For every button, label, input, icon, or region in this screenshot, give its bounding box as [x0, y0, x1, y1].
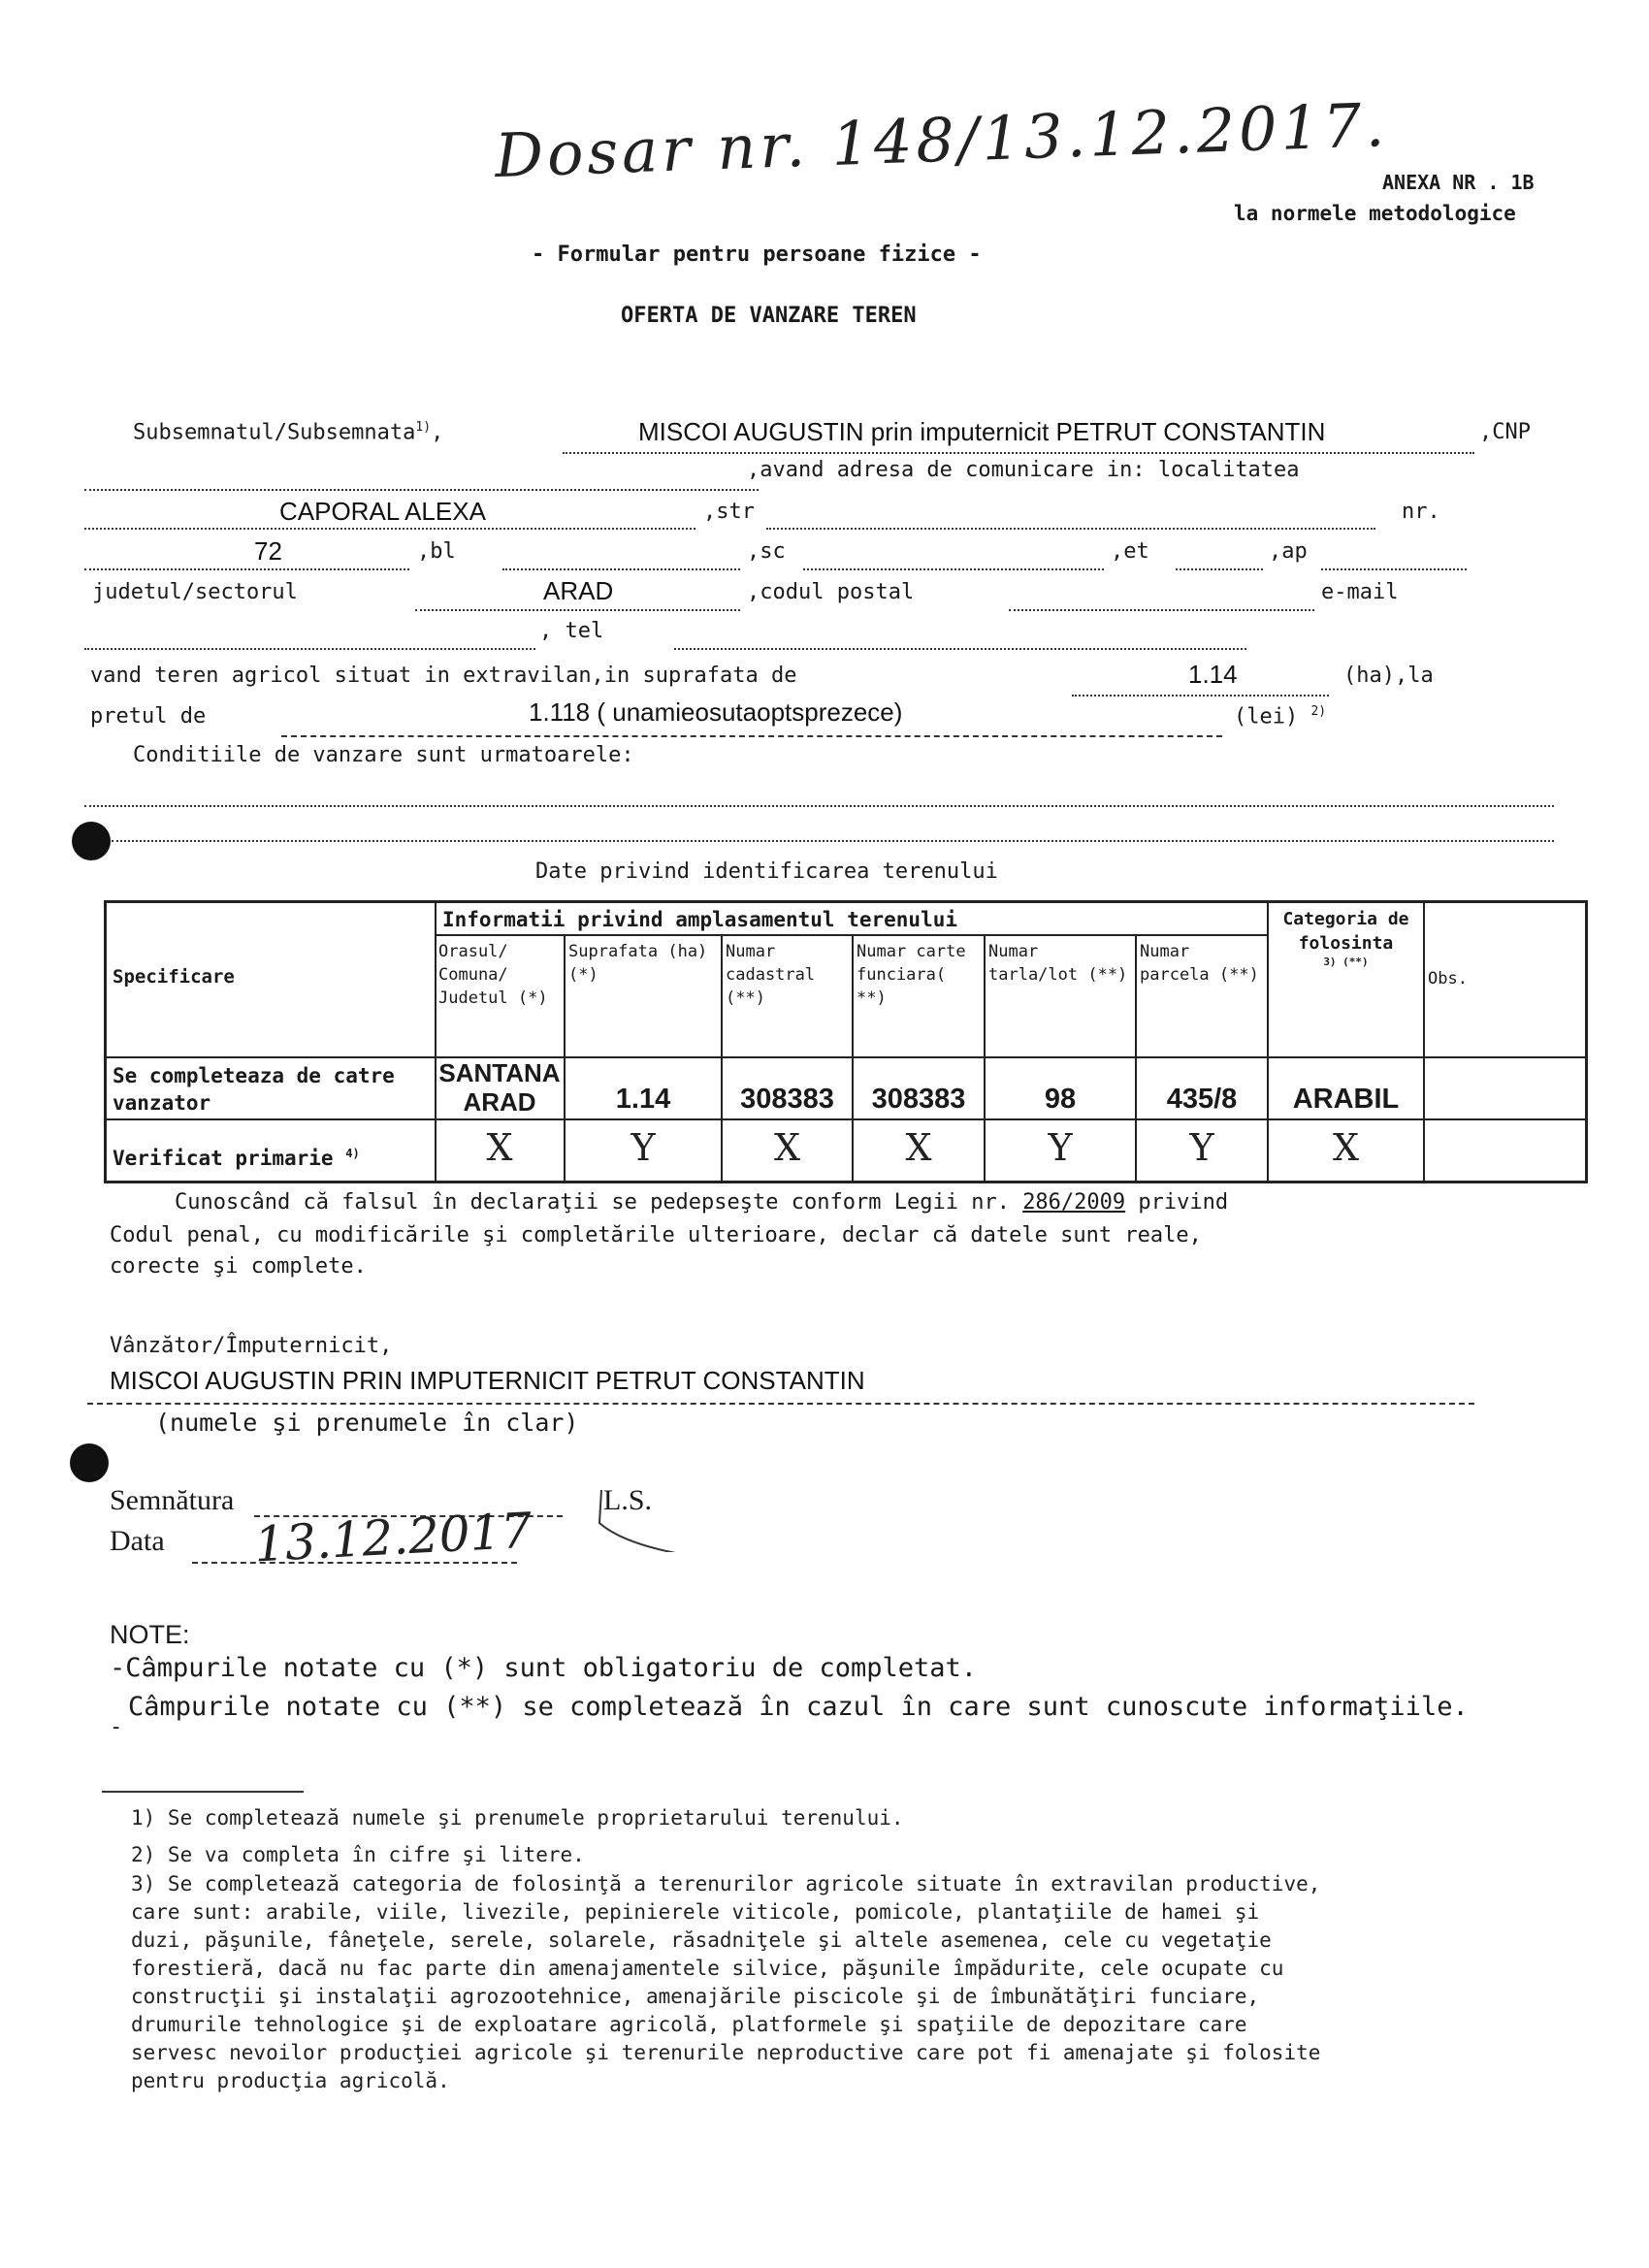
check-mark-categoria: X — [1332, 1126, 1360, 1169]
land-identification-table — [104, 900, 1588, 1183]
date-value[interactable]: 13.12.2017 — [252, 1502, 534, 1573]
subsemnatul-label — [133, 420, 443, 444]
table-divider — [107, 1056, 1588, 1058]
footnote-ref-4: 4) — [345, 1147, 360, 1160]
lei-text: (lei) — [1234, 704, 1299, 729]
subsemnatul-text: Subsemnatul/Subsemnata — [133, 420, 416, 445]
check-mark-localitate: X — [486, 1126, 513, 1169]
footnote-3-line: construcţii şi instalaţii agrozootehnice, amenajările piscicole şi de îmbunătăţiri funciare, — [131, 1985, 1260, 2008]
table-divider — [435, 934, 1267, 936]
conditions-line-2 — [112, 840, 1554, 842]
cell-categoria: ARABIL — [1292, 1084, 1400, 1115]
declaration-text-1: Cunoscând că falsul în declaraţii se pedepseşte conform Legii nr. — [175, 1190, 1010, 1215]
footnote-ref-2: 2) — [1310, 704, 1327, 719]
punch-hole-top — [72, 822, 111, 860]
cell-carte-funciara: 308383 — [871, 1084, 966, 1115]
col-header-obs: Obs. — [1428, 969, 1468, 988]
judet-value[interactable]: ARAD — [543, 576, 614, 605]
ha-label: (ha),la — [1343, 664, 1434, 688]
locality-field-line — [84, 528, 695, 530]
footnote-3 — [131, 1870, 1320, 2095]
seller-role-label: Vânzător/Împuternicit, — [110, 1334, 393, 1358]
email-label: e-mail — [1321, 580, 1399, 604]
footnote-3-line: care sunt: arabile, viile, livezile, pepinierele viticole, pomicole, plantaţiile de hamei şi — [131, 1900, 1260, 1924]
footnote-3-line: drumurile tehnologice şi de exploatare agricolă, platformele şi spaţiile de depozitare care — [131, 2013, 1247, 2036]
document-title: OFERTA DE VANZARE TEREN — [621, 304, 917, 328]
name-field-line — [563, 452, 1474, 454]
specificare-header: Specificare — [113, 966, 235, 988]
price-label: pretul de — [90, 704, 207, 729]
notes-title: NOTE: — [110, 1620, 190, 1649]
form-type: - Formular pentru persoane fizice - — [532, 243, 982, 267]
footnote-separator — [102, 1791, 304, 1793]
footnote-2: 2) Se va completa în cifre şi litere. — [131, 1843, 585, 1866]
col-header-localitate: Orasul/ Comuna/ Judetul (*) — [438, 942, 548, 1008]
area-field-line — [1072, 695, 1329, 697]
sc-label: ,sc — [747, 539, 786, 564]
street-label: ,str — [703, 500, 755, 524]
street-field-line — [766, 528, 1375, 530]
footnote-3-line: servesc nevoilor producţiei agricole şi terenurile neproductive care pot fi amenajate şi folosite — [131, 2041, 1321, 2064]
area-value[interactable]: 1.14 — [1188, 660, 1238, 689]
categoria-note: 3) (**) — [1323, 956, 1369, 968]
law-number: 286/2009 — [1022, 1190, 1126, 1215]
check-mark-tarla: Y — [1048, 1126, 1073, 1169]
et-field-line — [1176, 568, 1263, 570]
tel-label: , tel — [539, 619, 604, 643]
seller-name-line — [87, 1403, 1474, 1405]
cell-localitate: SANTANA ARAD — [438, 1058, 561, 1117]
et-label: ,et — [1111, 539, 1149, 564]
note-1: -Câmpurile notate cu (*) sunt obligatoriu de completat. — [110, 1653, 978, 1683]
row-label-primarie — [113, 1142, 433, 1170]
area-label: vand teren agricol situat in extravilan,in suprafata de — [90, 664, 797, 688]
seller-name-value[interactable]: MISCOI AUGUSTIN PRIN IMPUTERNICIT PETRUT CONSTANTIN — [110, 1366, 865, 1395]
footnote-3-line: forestieră, dacă nu fac parte din amenajamentele silvice, păşunile împădurite, cele ocupate cu — [131, 1957, 1284, 1980]
locality-value[interactable]: CAPORAL ALEXA — [279, 497, 486, 526]
nr-value[interactable]: 72 — [254, 536, 282, 566]
primarie-text: Verificat primarie — [113, 1147, 334, 1170]
note-dash: - — [110, 1715, 123, 1739]
judet-field-line — [415, 609, 740, 611]
dossier-number-handwritten: Dosar nr. 148/13.12.2017. — [494, 88, 1390, 192]
seller-name-hint: (numele şi prenumele în clar) — [155, 1409, 579, 1437]
cell-cadastral: 308383 — [740, 1084, 834, 1115]
check-mark-parcela: Y — [1189, 1126, 1214, 1169]
cell-parcela: 435/8 — [1166, 1084, 1238, 1115]
table-caption: Date privind identificarea terenului — [535, 859, 998, 884]
owner-name-value[interactable]: MISCOI AUGUSTIN prin imputernicit PETRUT CONSTANTIN — [638, 417, 1326, 446]
nr-label: nr. — [1402, 500, 1440, 524]
signature-label: Semnătura — [110, 1484, 235, 1516]
check-mark-cadastral: X — [773, 1126, 801, 1169]
address-label: ,avand adresa de comunicare in: localitatea — [747, 458, 1300, 482]
col-header-parcela: Numar parcela (**) — [1140, 942, 1259, 985]
price-value[interactable]: 1.118 ( unamieosutaoptsprezece) — [529, 697, 903, 727]
ls-label: L.S. — [603, 1484, 653, 1516]
declaration-line-1 — [175, 1190, 1228, 1215]
cell-tarla: 98 — [1044, 1084, 1077, 1115]
col-header-categoria — [1271, 907, 1421, 969]
email-field-line — [84, 648, 535, 650]
cell-suprafata: 1.14 — [615, 1084, 671, 1115]
col-header-carte-funciara: Numar carte funciara( **) — [857, 942, 966, 1008]
footnote-ref-1: 1) — [415, 420, 432, 435]
table-divider — [1423, 903, 1425, 1183]
footnote-3-line: pentru producţia agricolă. — [131, 2069, 450, 2092]
signature-flourish — [594, 1484, 749, 1552]
annex-subtitle: la normele metodologice — [1234, 202, 1516, 225]
note-2: Câmpurile notate cu (**) se completează în cazul în care sunt cunoscute informaţiile. — [128, 1692, 1469, 1722]
col-header-suprafata: Suprafata (ha) (*) — [568, 942, 708, 985]
bl-field-line — [502, 568, 740, 570]
lei-label — [1234, 704, 1326, 729]
ap-label: ,ap — [1269, 539, 1308, 564]
col-header-cadastral: Numar cadastral (**) — [726, 942, 816, 1008]
table-divider — [107, 1118, 1588, 1120]
ap-field-line — [1321, 568, 1467, 570]
declaration-line-3: corecte şi complete. — [110, 1254, 367, 1279]
cnp-field-line — [84, 489, 759, 491]
conditions-label: Conditiile de vanzare sunt urmatoarele: — [133, 743, 634, 767]
cnp-label: ,CNP — [1479, 420, 1531, 444]
nr-field-line — [84, 568, 409, 570]
comma: , — [431, 420, 444, 445]
bl-label: ,bl — [417, 539, 456, 564]
tel-field-line — [674, 648, 1246, 650]
row-label-vanzator: Se completeaza de catre vanzator — [113, 1064, 395, 1115]
price-field-line — [281, 735, 1222, 737]
postal-field-line — [1009, 609, 1314, 611]
declaration-line-2: Codul penal, cu modificările şi completările ulterioare, declar că datele sunt reale, — [110, 1223, 1202, 1247]
check-mark-carte-funciara: X — [905, 1126, 932, 1169]
footnote-3-line: duzi, păşunile, fâneţele, serele, solarele, răsadniţele şi altele asemenea, cele cu vegetaţie — [131, 1928, 1272, 1952]
sc-field-line — [803, 568, 1104, 570]
postal-label: ,codul postal — [747, 580, 915, 604]
date-label: Data — [110, 1525, 165, 1557]
punch-hole-bottom — [70, 1443, 109, 1482]
conditions-line-1 — [84, 805, 1554, 807]
footnote-1: 1) Se completează numele şi prenumele proprietarului terenului. — [131, 1806, 904, 1830]
categoria-text: Categoria de folosinta — [1282, 909, 1409, 954]
col-header-tarla: Numar tarla/lot (**) — [988, 942, 1128, 985]
judet-label: judetul/sectorul — [92, 580, 298, 604]
annex-number: ANEXA NR . 1B — [1382, 171, 1535, 194]
check-mark-suprafata: Y — [630, 1126, 656, 1169]
footnote-3-line: 3) Se completează categoria de folosinţă a terenurilor agricole situate în extravilan productive, — [131, 1872, 1321, 1895]
declaration-text-1-end: privind — [1138, 1190, 1229, 1215]
group-header: Informatii privind amplasamentul terenului — [442, 908, 958, 931]
